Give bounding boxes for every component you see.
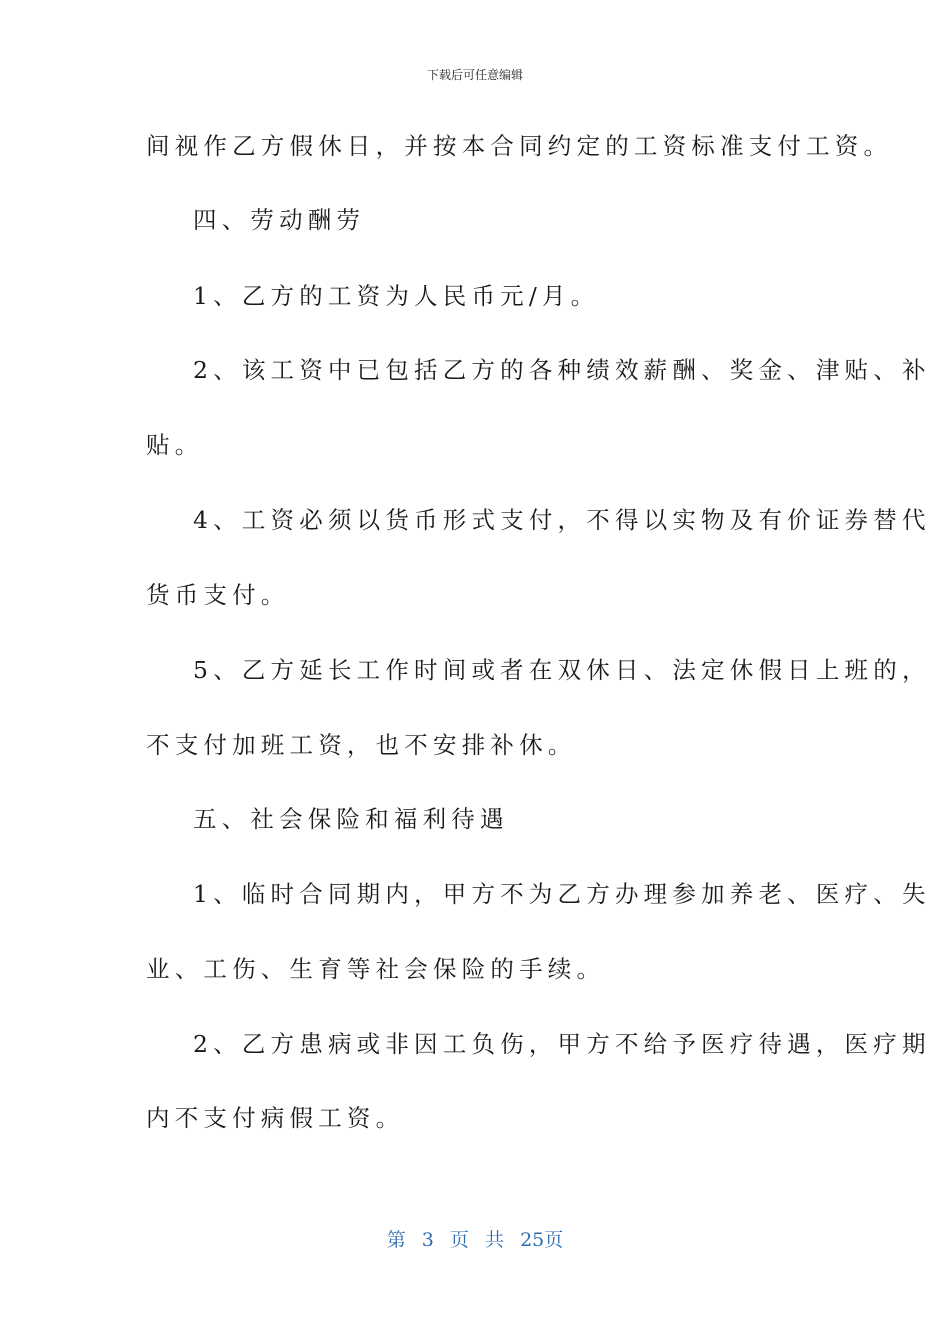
body-line: 货币支付。 xyxy=(146,581,290,609)
body-line: 贴。 xyxy=(146,431,204,459)
page-footer xyxy=(0,1225,950,1252)
body-line: 内不支付病假工资。 xyxy=(146,1104,405,1132)
page-header: 下载后可任意编辑 xyxy=(426,68,523,82)
body-line: 不支付加班工资，也不安排补休。 xyxy=(146,731,577,759)
body-line: 2、乙方患病或非因工负伤，甲方不给予医疗待遇，医疗期 xyxy=(193,1030,931,1058)
body-line: 2、该工资中已包括乙方的各种绩效薪酬、奖金、津贴、补 xyxy=(193,356,931,384)
body-line: 间视作乙方假休日，并按本合同约定的工资标准支付工资。 xyxy=(146,132,893,160)
section-heading: 五、社会保险和福利待遇 xyxy=(193,805,509,833)
footer-prefix: 第 xyxy=(386,1229,406,1251)
body-line: 1、乙方的工资为人民币元/月。 xyxy=(193,282,600,310)
section-heading: 四、劳动酬劳 xyxy=(193,206,366,234)
body-line: 4、工资必须以货币形式支付，不得以实物及有价证券替代 xyxy=(193,506,931,534)
footer-total-word: 共 xyxy=(485,1229,505,1251)
footer-current-page: 3 xyxy=(421,1229,434,1251)
footer-page-word: 页 xyxy=(449,1229,469,1251)
body-line: 业、工伤、生育等社会保险的手续。 xyxy=(146,955,606,983)
body-line: 5、乙方延长工作时间或者在双休日、法定休假日上班的， xyxy=(193,656,931,684)
footer-total-pages: 25页 xyxy=(520,1229,564,1251)
body-line: 1、临时合同期内，甲方不为乙方办理参加养老、医疗、失 xyxy=(193,880,931,908)
